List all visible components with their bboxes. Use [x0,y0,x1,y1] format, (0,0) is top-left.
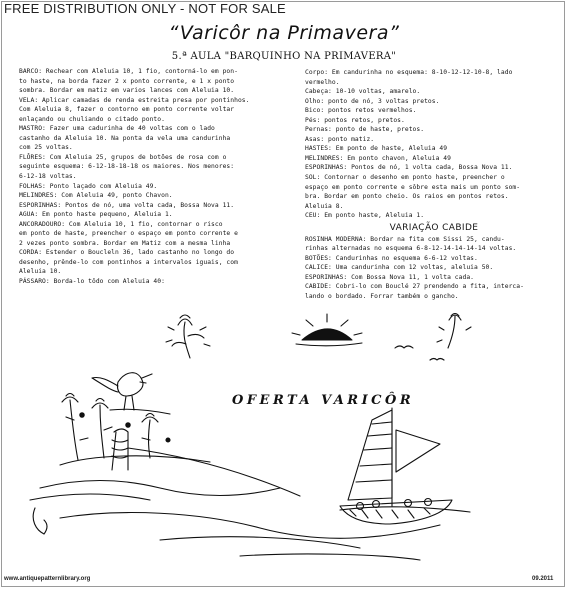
lesson-subtitle: 5.ª AULA "BARQUINHO NA PRIMAVERA" [171,51,397,62]
instruction-line: BARCO: Rechear com Aleluia 10, 1 fio, contorná-lo em pon- [19,68,238,75]
instruction-line: desenho, prênde-lo com pontinhos a intervalos iguais, com [19,258,238,266]
footer-date: 09.2011 [532,576,554,582]
instruction-line: 2 vezes ponto sombra. Bordar em Matiz com a mesma linha [19,239,231,247]
page-title: “Varicôr na Primavera” [168,22,400,44]
instruction-line: Bico: pontos retos vermelhos. [305,107,417,115]
instruction-line: CORDA: Estender o Boucleln 36, lado castanho no longo do [19,249,235,257]
instruction-line: enlaçando ou chuliando o citado ponto. [19,115,165,123]
variacao-heading: VARIAÇÃO CABIDE [389,222,479,233]
instruction-line: CALICE: Uma candurinha com 12 voltas, aleluia 50. [305,264,494,272]
flower-bed [60,394,210,466]
instruction-line: HASTES: Em ponto de haste, Aleluia 49 [305,145,448,153]
instruction-line: ROSINHA MODERNA: Bordar na fita com Sissi 25, candu- [305,235,505,243]
instruction-line: sombra. Bordar em matiz em varios lances com Aleluia 10. [19,87,235,95]
mooring-post [112,429,300,496]
instruction-line: Pernas: ponto de haste, pretos. [305,126,425,134]
instruction-line: castanho da Aleluia 10. Na ponta da vela uma candurinha [19,134,231,142]
instruction-line: Pés: pontos retos, pretos. [305,116,405,124]
instruction-line: Cabeça: 10-10 voltas, amarelo. [305,88,421,96]
instruction-line: 6-12-18 voltas. [19,173,77,181]
instruction-line: Aleluia 8. [305,202,344,210]
bird-drawing [430,359,444,361]
instruction-line: ESPORINHAS: Com Bossa Nova 11, 1 volta cada. [305,273,475,281]
flower-top [166,315,210,358]
instruction-line: to haste, na borda fazer 2 x ponto corrente, e 1 x ponto [19,77,235,85]
instruction-line: VELA: Aplicar camadas de renda estreita presa por pontinhos. [19,96,250,104]
instruction-line: MELINDRES: Com Aleluia 49, ponto Chavon. [19,192,173,200]
instruction-line: ESPORINHAS: Pontos de nó, 1 volta cada, Bossa Nova 11. [305,164,513,172]
footer-website: www.antiquepatternlibrary.org [4,576,91,582]
oferta-varicor-lettering: OFERTA VARICÔR [232,393,415,408]
instruction-line: ANCORADOURO: Com Aleluia 10, 1 fio, contornar o risco [19,220,223,228]
instruction-line: rinhas alternadas no esquema 6-8-12-14-14-14-14 voltas. [305,245,517,253]
perched-bird [92,373,170,414]
distribution-banner: FREE DISTRIBUTION ONLY - NOT FOR SALE [4,1,286,16]
sun-drawing [292,314,362,346]
instruction-line: Com Aleluia 8, fazer o contorno em ponto corrente voltar [19,106,235,114]
instruction-line: bra. Bordar em ponto cheio. Os raios em pontos retos. [305,193,509,201]
instruction-line: seguinte esquema: 6-12-18-18-18 os maiores. Nos menores: [19,163,235,171]
instruction-line: SOL: Contornar o desenho em ponto haste, preencher o [305,174,505,182]
instruction-line: BOTÕES: Candurinhas no esquema 6-6-12 voltas. [305,254,478,262]
instruction-line: lando o bordado. Forrar também o gancho. [305,293,459,301]
instruction-line: FLÔRES: Com Aleluia 25, grupos de botões de rosa com o [19,153,227,161]
instruction-line: em ponto de haste, preencher o espaço em ponto corrente e [19,230,238,238]
instruction-line: FOLHAS: Ponto laçado com Aleluia 49. [19,182,158,190]
instruction-line: MASTRO: Fazer uma cadurinha de 40 voltas com o lado [19,125,215,133]
water-lines [30,481,470,561]
instruction-line: Corpo: Em candurinha no esquema: 8-10-12-12-10-8, lado [305,69,513,76]
bird-drawing [395,346,413,348]
instruction-line: com 25 voltas. [19,144,73,152]
instruction-line: CABIDE: Cobri-lo com Bouclé 27 prendendo a fita, interca- [305,283,524,291]
instruction-line: Asas: ponto matiz. [305,135,375,143]
instruction-line: AGUA: Em ponto haste pequeno, Aleluia 1. [19,211,173,219]
instruction-line: Olho: ponto de nó, 3 voltas pretos. [305,97,440,105]
instruction-line: PÁSSARO: Borda-lo tôdo com Aleluia 40: [19,278,165,286]
instruction-line: Aleluia 10. [19,268,62,276]
instruction-line: vermelho. [305,78,340,86]
instruction-line: espaço em ponto corrente e sôbre esta mais um ponto som- [305,183,521,191]
instruction-line: ESPORINHAS: Pontos de nó, uma volta cada, Bossa Nova 11. [19,201,235,209]
flower-right [437,314,471,349]
instruction-line: MELINDRES: Em ponto chavon, Aleluia 49 [305,154,451,162]
instruction-line: CEU: Em ponto haste, Aleluia 1. [305,212,425,220]
